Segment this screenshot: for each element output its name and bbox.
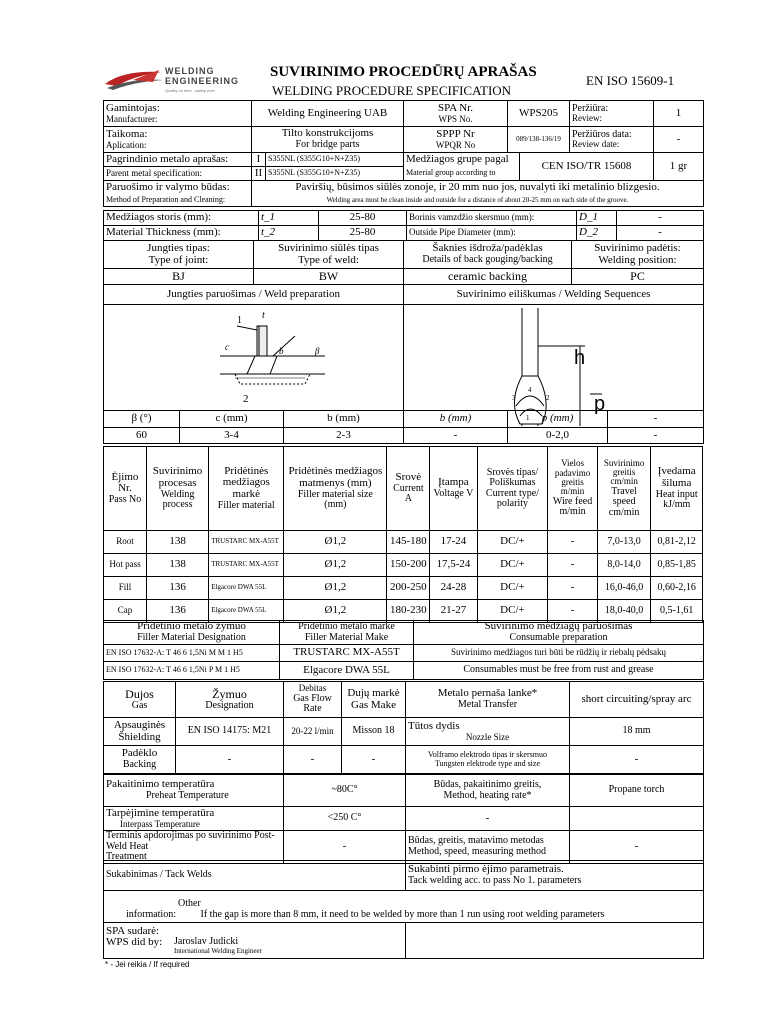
pass-heat: 0,5-1,61 — [651, 600, 703, 623]
pass-type: DC/+ — [477, 600, 548, 623]
joint-table: Jungties tipas: Type of joint: Suvirinimo siūlės tipas Type of weld: Šaknies išdroža/padėklas Details of back gouging/backing Suvirinimo padėtis: Welding position: BJ BW ceramic backing PC — [103, 240, 704, 285]
pass-row — [104, 531, 703, 554]
tack-table: Sukabinimas / Tack Welds Sukabinti pirmo ėjimo parametrais. Tack welding acc. to pass No 1. parameters Other information: If the gap is more than 8 mm, it need to be welded by more than 1 run using root welding parameters SPA sudarė: WPS did by: Jaroslav Judicki International Welding Engineer — [103, 860, 704, 959]
logo-text: WELDING ENGINEERING Quality on time - safety ever — [165, 66, 240, 93]
pass-pass: Root — [104, 531, 147, 554]
pass-filler: TRUSTARC MX-A55T — [209, 554, 284, 577]
svg-text:1: 1 — [526, 414, 530, 422]
svg-text:2: 2 — [546, 394, 550, 402]
svg-text:3: 3 — [512, 394, 516, 402]
pass-speed: 16,0-46,0 — [597, 577, 651, 600]
thermal-table: Pakaitinimo temperatūra Preheat Temperature ~80C° Būdas, pakaitinimo greitis, Method, heating rate* Propane torch Tarpėjimine temperatūra Interpass Temperature <250 C° - Terminis apdorojimas po suvirinimo Post-Weld Heat Treatment - Būdas, greitis, matavimo metodas Method, speed, measuring method - — [103, 774, 704, 864]
footnote: * - Jei reikia / If required — [105, 960, 190, 969]
seq-label-p: p — [594, 393, 606, 415]
pass-heat: 0,60-2,16 — [651, 577, 703, 600]
sketch-label-t: t — [262, 310, 265, 321]
parent-metal-table: Pagrindinio metalo aprašas: I S355NL (S355G10+N+Z35) Medžiagos grupe pagal CEN ISO/TR 15608 1 gr Parent metal specification: II S355NL (S355G10+N+Z35) Material group according to Paruošimo ir valymo būdas: Paviršių, būsimos siūlės zonoje, ir 20 mm nuo jos, nuvalyti iki metalinio blizgesio. Method of Preparation and Cleaning: Welding area must be clean inside and outside for a distance of about 20-25 mm on each side of the groove. — [103, 152, 704, 207]
standard-label: EN ISO 15609-1 — [586, 73, 675, 88]
pass-wire: - — [548, 531, 597, 554]
title-lt: SUVIRINIMO PROCEDŪRŲ APRAŠAS — [270, 64, 537, 80]
sketch-label-b: b — [279, 346, 284, 356]
pass-pass: Hot pass — [104, 554, 147, 577]
svg-text:4: 4 — [528, 386, 532, 394]
dimensions-table: β (°) c (mm) b (mm) b (mm) p (mm) - 60 3-4 2-3 - 0-2,0 - — [103, 410, 704, 444]
pass-voltage: 24-28 — [430, 577, 477, 600]
pass-size: Ø1,2 — [284, 554, 387, 577]
thickness-table: Medžiagos storis (mm): t_1 25-80 Borinis vamzdžio skersmuo (mm): D_1 - Material Thickness (mm): t_2 25-80 Outside Pipe Diameter (mm): D_2 - — [103, 210, 704, 241]
filler-table: Pridėtinio metalo žymuo Filler Material Designation Pridėtinio metalo markė Filler Material Make Suvirinimo medžiagų paruošimas Consumable preparation EN ISO 17632-A: T 46 6 1,5Ni M M 1 H5 TRUSTARC MX-A55T Suvirinimo medžiagos turi būti be rūdžių ir riebalų pėdsakų EN ISO 17632-A: T 46 6 1,5Ni P M 1 H5 Elgacore DWA 55L Consumables must be free from rust and grease — [103, 620, 704, 680]
title-en: WELDING PROCEDURE SPECIFICATION — [272, 83, 512, 98]
sketch-label-2: 2 — [243, 393, 249, 405]
pass-filler: Elgacore DWA 55L — [209, 577, 284, 600]
pass-proc: 138 — [146, 554, 208, 577]
sketch-label-c: c — [225, 342, 229, 352]
pass-row — [104, 577, 703, 600]
pass-current: 150-200 — [387, 554, 430, 577]
pass-size: Ø1,2 — [284, 531, 387, 554]
gas-table: Dujos Gas Žymuo Designation Debitas Gas Flow Rate Dujų markė Gas Make Metalo pernaša lanke* Metal Transfer short circuiting/spray arc Apsauginės Šhielding EN ISO 14175: M21 20-22 l/min Misson 18 Tūtos dydis Nozzle Size 18 mm Padėklo Backing - - - Volframo elektrodo tipas ir skersmuo Tungsten elektrode type and size - — [103, 681, 704, 774]
pass-heat: 0,85-1,85 — [651, 554, 703, 577]
pass-speed: 18,0-40,0 — [597, 600, 651, 623]
pass-type: DC/+ — [477, 577, 548, 600]
pass-voltage: 17,5-24 — [430, 554, 477, 577]
wps-number: WPS205 — [508, 101, 570, 127]
pass-type: DC/+ — [477, 554, 548, 577]
sketch-label-1: 1 — [237, 315, 242, 326]
pass-filler: TRUSTARC MX-A55T — [209, 531, 284, 554]
pass-heat: 0,81-2,12 — [651, 531, 703, 554]
pass-wire: - — [548, 577, 597, 600]
weld-seq-title: Suvirinimo eiliškumas / Welding Sequences — [404, 285, 704, 305]
weld-prep-title: Jungties paruošimas / Weld preparation — [104, 285, 404, 305]
passes-table: Ėjimo Nr. Pass No Suvirinimo procesas Welding process Pridėtinės medžiagos markė Filler material Pridėtinės medžiagos matmenys (mm) Filler material size (mm) Srovė Current A Įtampa Voltage V Srovės tipas/ Poliškumas Current type/ polarity Vielos padavimo greitis m/min Wire feed m/min Suvirinimo greitis cm/min Travel speed cm/min Įvedama šiluma Heat input kJ/mm Root 138 TRUSTARC MX-A55T Ø1,2 145-180 17-24 DC/+ - 7,0-13,0 0,81-2,12 Hot pass 138 TRUSTARC MX-A55T Ø1,2 150-200 17,5-24 DC/+ - 8,0-14,0 0,85-1,85 Fill 136 Elgacore DWA 55L Ø1,2 200-250 24-28 DC/+ - 16,0-46,0 0,60-2,16 Cap 136 Elgacore DWA 55L Ø1,2 180-230 21-27 DC/+ - 18,0-40,0 0,5-1,61 — [103, 446, 703, 623]
sketch-table — [103, 284, 704, 411]
pass-type: DC/+ — [477, 531, 548, 554]
pass-filler: Elgacore DWA 55L — [209, 600, 284, 623]
pass-speed: 7,0-13,0 — [597, 531, 651, 554]
pass-current: 180-230 — [387, 600, 430, 623]
pass-proc: 136 — [146, 577, 208, 600]
pass-pass: Fill — [104, 577, 147, 600]
pass-proc: 138 — [146, 531, 208, 554]
pass-current: 200-250 — [387, 577, 430, 600]
pass-speed: 8,0-14,0 — [597, 554, 651, 577]
pass-row — [104, 554, 703, 577]
pass-voltage: 17-24 — [430, 531, 477, 554]
manufacturer-value: Welding Engineering UAB — [252, 101, 404, 127]
pass-voltage: 21-27 — [430, 600, 477, 623]
pass-size: Ø1,2 — [284, 577, 387, 600]
seq-label-h: h — [574, 347, 586, 369]
pass-pass: Cap — [104, 600, 147, 623]
header-table: Gamintojas: Manufacturer: Welding Engineering UAB SPA Nr. WPS No. WPS205 Peržiūra: Review: 1 Taikoma: Aplication: Tilto konstrukcijoms For bridge parts SPPP Nr WPQR No 089/138-136/19 Peržiūros data: Review date: - — [103, 100, 704, 153]
weld-preparation-sketch — [215, 306, 335, 406]
pass-current: 145-180 — [387, 531, 430, 554]
pass-wire: - — [548, 600, 597, 623]
pass-wire: - — [548, 554, 597, 577]
pass-size: Ø1,2 — [284, 600, 387, 623]
pass-proc: 136 — [146, 600, 208, 623]
sketch-label-beta: β — [315, 346, 320, 356]
